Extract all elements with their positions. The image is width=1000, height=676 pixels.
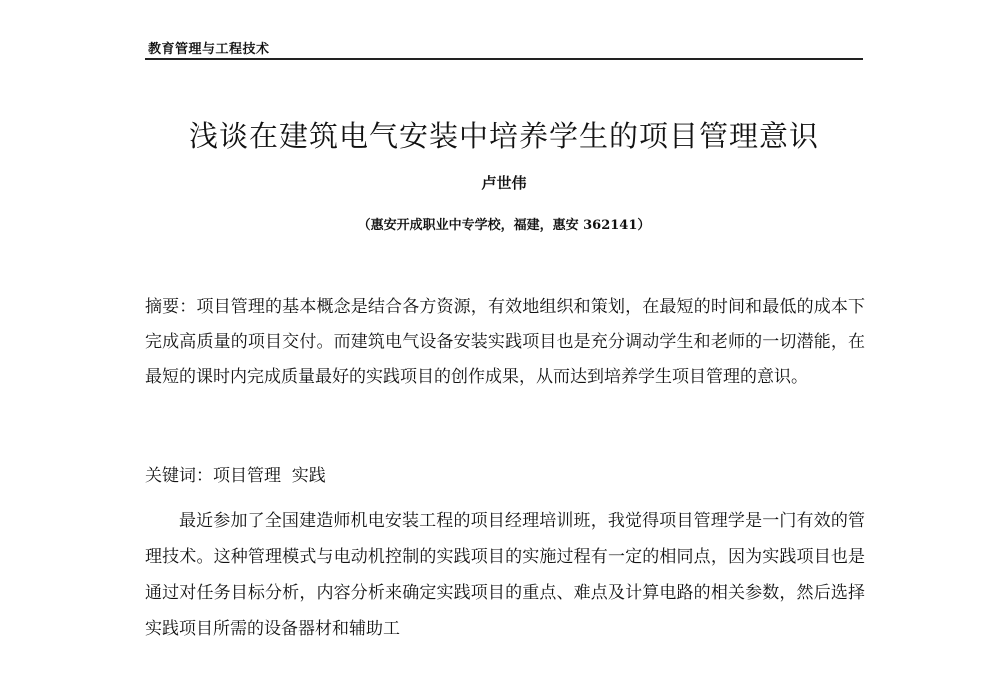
journal-header: 教育管理与工程技术 bbox=[148, 42, 270, 57]
article-affiliation: （惠安开成职业中专学校，福建，惠安 362141） bbox=[357, 218, 651, 233]
keywords bbox=[145, 459, 865, 494]
body-paragraph: 最近参加了全国建造师机电安装工程的项目经理培训班，我觉得项目管理学是一门有效的管理技术。这种管理模式与电动机控制的实践项目的实施过程有一定的相同点，因为实践项目也是通过对任务目标分析，内容分析来确定实践项目的重点、难点及计算电路的相关参数，然后选择实践项目所需的设备器材和辅助工 bbox=[145, 511, 865, 639]
article-author: 卢世伟 bbox=[481, 174, 527, 192]
keywords-label: 关键词： bbox=[145, 466, 213, 486]
abstract-text: 项目管理的基本概念是结合各方资源，有效地组织和策划，在最短的时间和最低的成本下完成高质量的项目交付。而建筑电气设备安装实践项目也是充分调动学生和老师的一切潜能，在最短的课时内完成质量最好的实践项目的创作成果，从而达到培养学生项目管理的意识。 bbox=[145, 297, 866, 387]
keywords-text: 项目管理 实践 bbox=[213, 466, 326, 486]
header-rule bbox=[145, 58, 863, 60]
article-title: 浅谈在建筑电气安装中培养学生的项目管理意识 bbox=[188, 119, 819, 153]
abstract bbox=[145, 290, 865, 395]
abstract-label: 摘要： bbox=[145, 297, 197, 317]
